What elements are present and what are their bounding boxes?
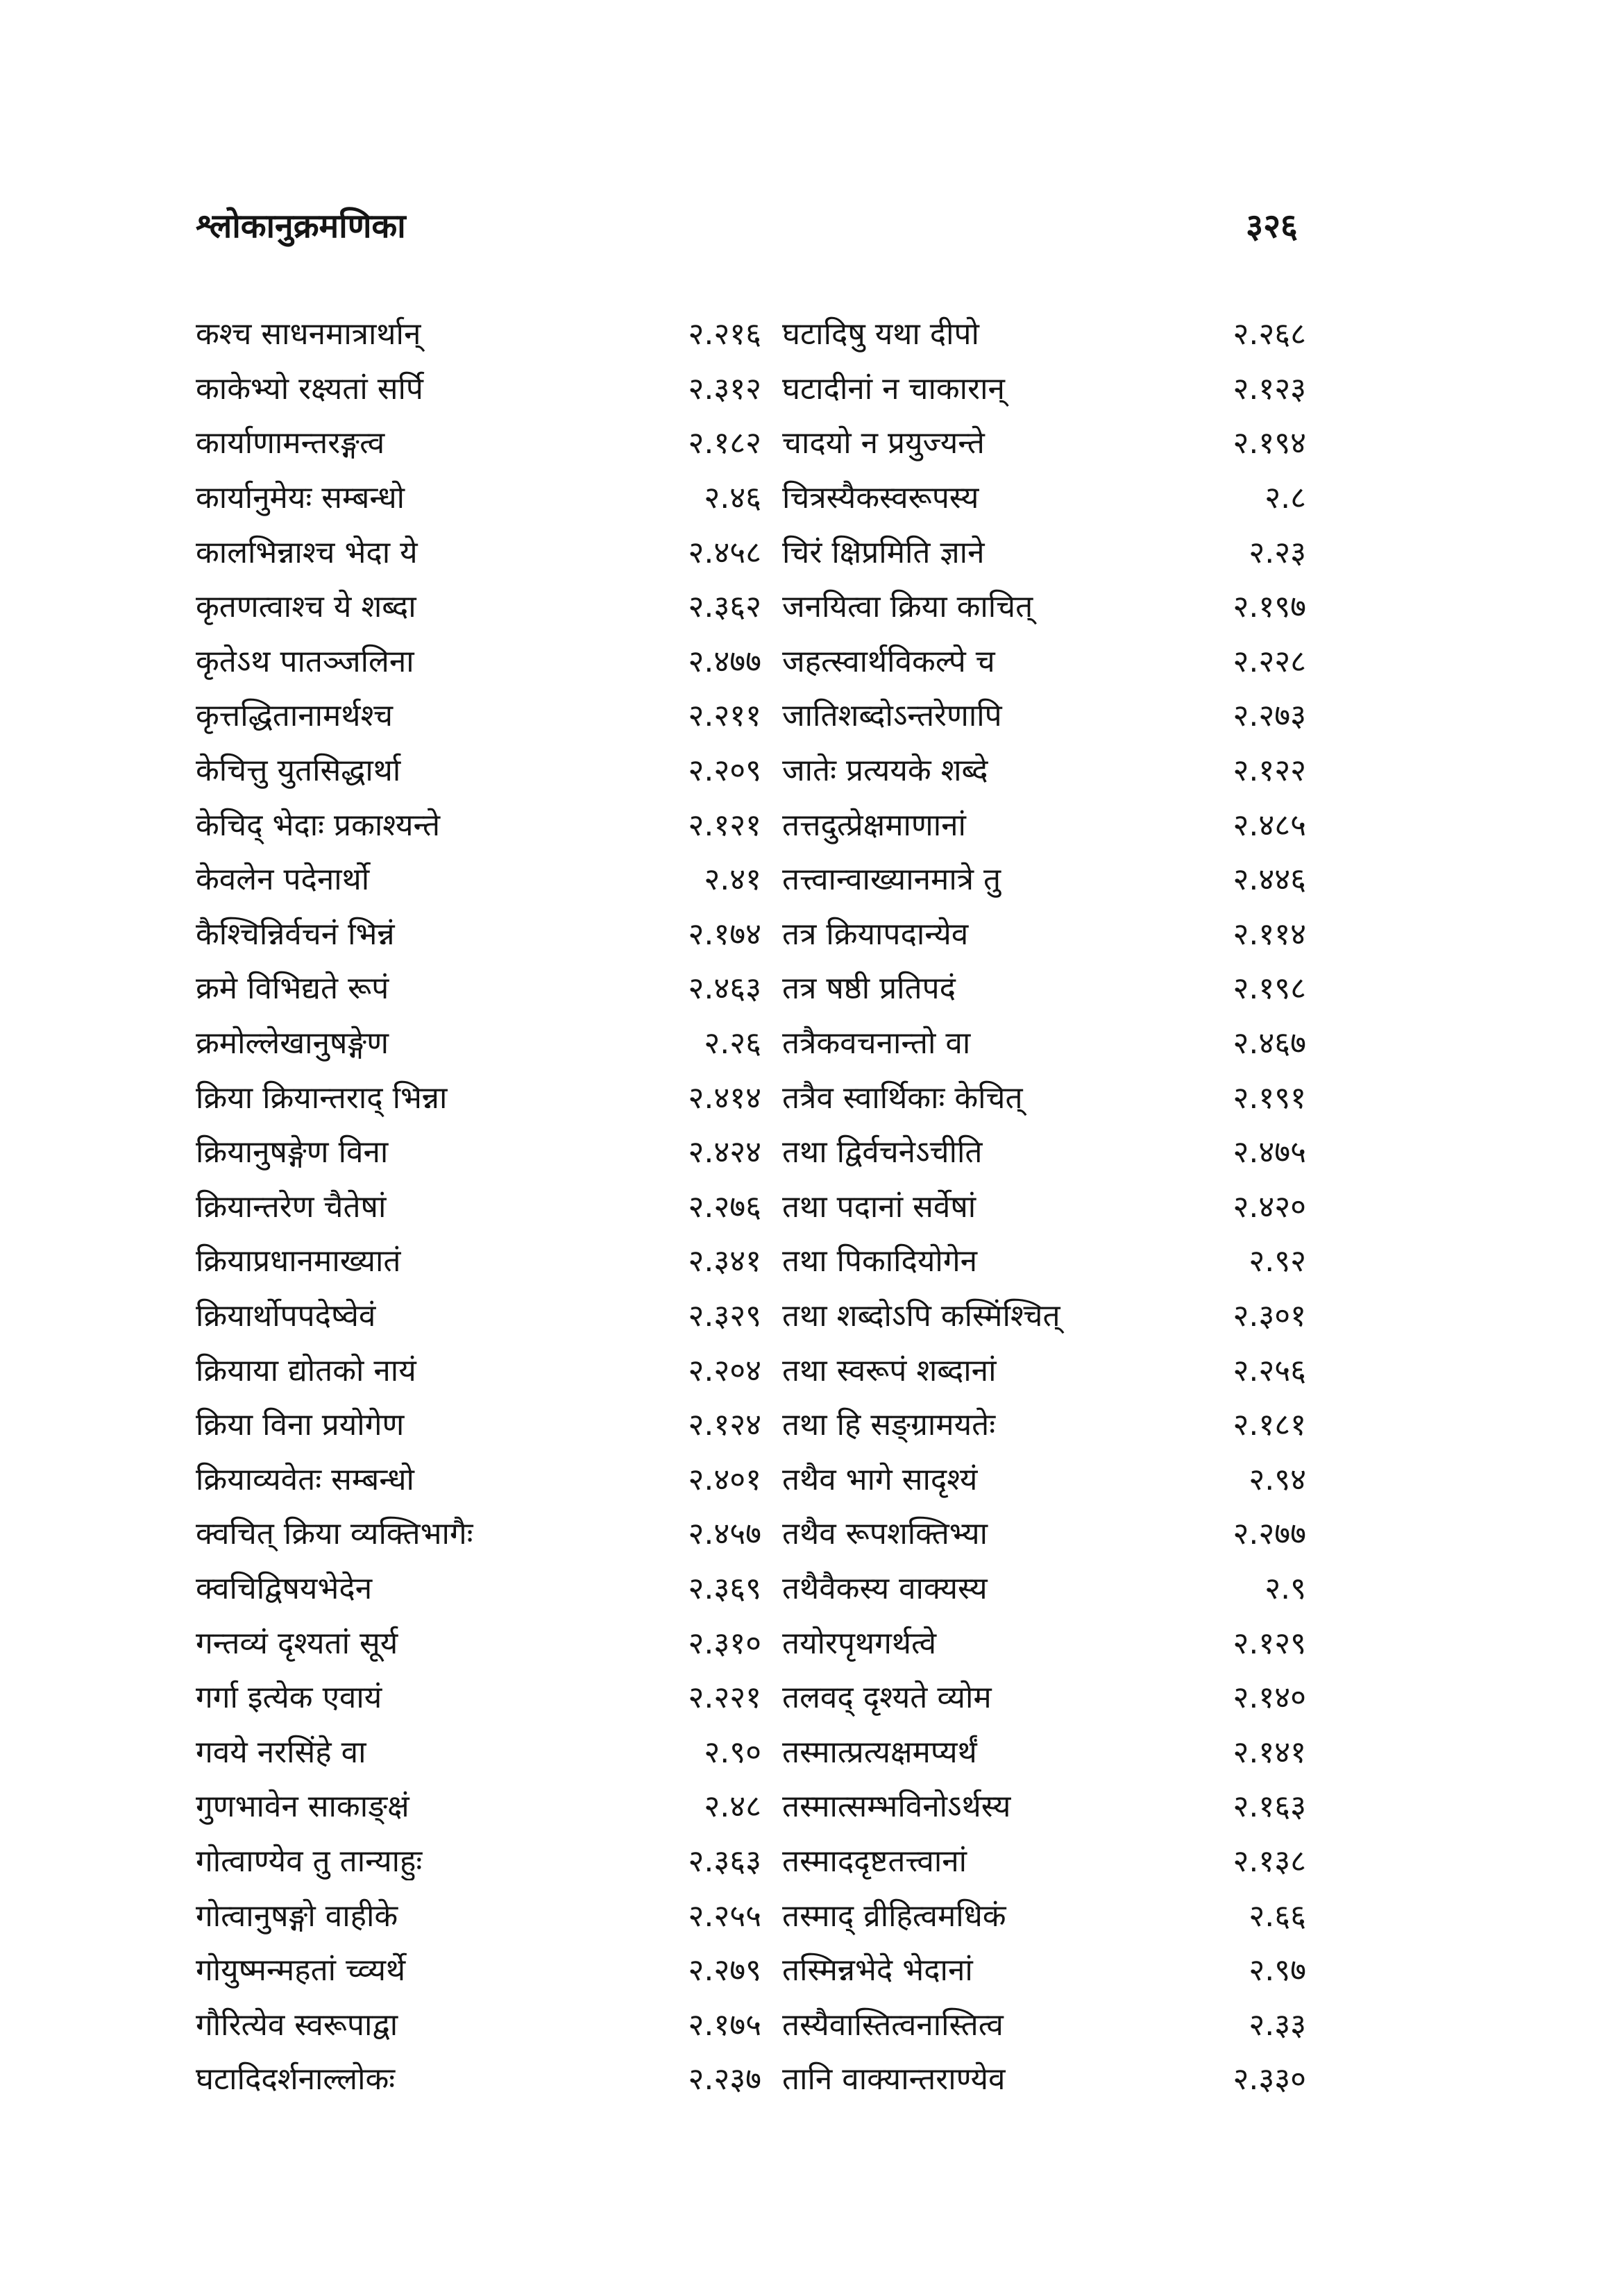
verse-first-line: क्रियानुषङ्गेण विना bbox=[196, 1134, 389, 1171]
index-row bbox=[196, 1450, 1306, 1505]
verse-reference: २.१४१ bbox=[1233, 1734, 1306, 1770]
verse-first-line: तत्र क्रियापदान्येव bbox=[782, 916, 969, 952]
verse-first-line: गोयुष्मन्महतां च्व्यर्थे bbox=[196, 1953, 406, 1989]
verse-first-line: कार्यानुमेयः सम्बन्धो bbox=[196, 480, 405, 516]
verse-reference: २.३६३ bbox=[688, 1843, 761, 1879]
verse-reference: २.३०१ bbox=[1233, 1298, 1306, 1334]
verse-first-line: गौरित्येव स्वरूपाद्वा bbox=[196, 2007, 398, 2043]
index-row bbox=[196, 1014, 1306, 1069]
verse-first-line: क्रिया विना प्रयोगेण bbox=[196, 1407, 405, 1443]
verse-first-line: तस्माददृष्टतत्त्वानां bbox=[782, 1843, 967, 1879]
verse-first-line: तस्माद् व्रीहित्वमधिकं bbox=[782, 1898, 1006, 1934]
index-row bbox=[196, 687, 1306, 742]
verse-reference: २.२३७ bbox=[688, 2061, 761, 2098]
verse-reference: २.३३ bbox=[1249, 2007, 1306, 2043]
verse-first-line: तत्र षष्ठी प्रतिपदं bbox=[782, 971, 956, 1007]
verse-first-line: क्रमे विभिद्यते रूपं bbox=[196, 971, 389, 1007]
verse-first-line: जहत्स्वार्थविकल्पे च bbox=[782, 643, 995, 679]
verse-first-line: क्रियाया द्योतको नायं bbox=[196, 1352, 416, 1388]
verse-reference: २.२५५ bbox=[688, 1898, 761, 1934]
verse-reference: २.१७५ bbox=[688, 2007, 761, 2043]
index-row bbox=[196, 1505, 1306, 1560]
verse-reference: २.२६८ bbox=[1233, 316, 1306, 352]
verse-reference: २.११४ bbox=[1233, 916, 1306, 952]
verse-reference: २.१९१ bbox=[1233, 1080, 1306, 1116]
index-row bbox=[196, 414, 1306, 469]
verse-first-line: तथैवैकस्य वाक्यस्य bbox=[782, 1570, 988, 1606]
verse-first-line: घटादिदर्शनाल्लोकः bbox=[196, 2061, 396, 2098]
verse-reference: २.३३० bbox=[1233, 2061, 1306, 2098]
verse-first-line: केचिद् भेदाः प्रकाश्यन्ते bbox=[196, 807, 441, 843]
index-row bbox=[196, 1723, 1306, 1778]
verse-first-line: काकेभ्यो रक्ष्यतां सर्पि bbox=[196, 371, 423, 407]
verse-first-line: तथैव भागे सादृश्यं bbox=[782, 1461, 978, 1497]
verse-first-line: तथैव रूपशक्तिभ्या bbox=[782, 1516, 988, 1552]
verse-reference: २.३१० bbox=[688, 1625, 761, 1661]
verse-reference: २.३४१ bbox=[688, 1243, 761, 1279]
verse-first-line: कालभिन्नाश्च भेदा ये bbox=[196, 534, 418, 570]
verse-reference: २.४४६ bbox=[1233, 862, 1306, 898]
verse-first-line: घटादीनां न चाकारान् bbox=[782, 371, 1005, 407]
verse-first-line: गोत्वाण्येव तु तान्याहुः bbox=[196, 1843, 423, 1879]
verse-first-line: तलवद् दृश्यते व्योम bbox=[782, 1680, 992, 1716]
index-row bbox=[196, 360, 1306, 415]
verse-first-line: क्रियाप्रधानमाख्यातं bbox=[196, 1243, 401, 1279]
index-row bbox=[196, 1123, 1306, 1178]
index-row bbox=[196, 851, 1306, 905]
verse-first-line: तत्रैकवचनान्तो वा bbox=[782, 1026, 971, 1062]
verse-reference: २.८ bbox=[1264, 480, 1306, 516]
verse-reference: २.१४० bbox=[1233, 1680, 1306, 1716]
verse-reference: २.४८ bbox=[704, 1789, 761, 1825]
verse-first-line: केचित्तु युतसिद्धार्था bbox=[196, 753, 401, 789]
verse-reference: २.१३८ bbox=[1233, 1843, 1306, 1879]
verse-reference: २.१७४ bbox=[688, 916, 761, 952]
verse-first-line: गुणभावेन साकाङ्क्षं bbox=[196, 1789, 409, 1825]
verse-reference: २.२२८ bbox=[1233, 643, 1306, 679]
verse-reference: २.४५८ bbox=[688, 534, 761, 570]
verse-reference: २.९२ bbox=[1249, 1243, 1306, 1279]
verse-first-line: कृतेऽथ पातञ्जलिना bbox=[196, 643, 414, 679]
verse-reference: २.६६ bbox=[1249, 1898, 1306, 1934]
verse-first-line: तथा हि सङ्ग्रामयतेः bbox=[782, 1407, 996, 1443]
verse-reference: २.४७७ bbox=[688, 643, 761, 679]
index-row bbox=[196, 1669, 1306, 1724]
index-row bbox=[196, 1287, 1306, 1342]
verse-reference: २.२०९ bbox=[688, 753, 761, 789]
verse-reference: २.१२२ bbox=[1233, 753, 1306, 789]
verse-reference: २.९४ bbox=[1249, 1461, 1306, 1497]
index-row bbox=[196, 1832, 1306, 1887]
verse-reference: २.२७६ bbox=[688, 1189, 761, 1225]
verse-first-line: क्रिया क्रियान्तराद् भिन्ना bbox=[196, 1080, 448, 1116]
index-row bbox=[196, 1996, 1306, 2050]
index-row bbox=[196, 578, 1306, 633]
verse-reference: २.१९७ bbox=[1233, 589, 1306, 625]
verse-first-line: जातेः प्रत्ययके शब्दे bbox=[782, 753, 988, 789]
verse-first-line: चिरं क्षिप्रमिति ज्ञाने bbox=[782, 534, 985, 570]
verse-reference: २.९७ bbox=[1249, 1953, 1306, 1989]
verse-first-line: तथा शब्दोऽपि कस्मिंश्चित् bbox=[782, 1298, 1060, 1334]
index-row bbox=[196, 1341, 1306, 1396]
verse-first-line: तस्मात्सम्भविनोऽर्थस्य bbox=[782, 1789, 1011, 1825]
verse-first-line: गन्तव्यं दृश्यतां सूर्य bbox=[196, 1625, 398, 1661]
verse-reference: २.४६७ bbox=[1233, 1026, 1306, 1062]
verse-reference: २.१८१ bbox=[1233, 1407, 1306, 1443]
verse-reference: २.३२९ bbox=[688, 1298, 761, 1334]
index-row bbox=[196, 1941, 1306, 1996]
verse-first-line: तानि वाक्यान्तराण्येव bbox=[782, 2061, 1006, 2098]
verse-reference: २.२१६ bbox=[688, 316, 761, 352]
index-row bbox=[196, 633, 1306, 688]
verse-reference: २.३६९ bbox=[688, 1570, 761, 1606]
verse-first-line: तस्मात्प्रत्यक्षमप्यर्थं bbox=[782, 1734, 977, 1770]
verse-reference: २.१२१ bbox=[688, 807, 761, 843]
verse-reference: २.४७५ bbox=[1233, 1134, 1306, 1171]
page-number: ३२६ bbox=[1246, 207, 1298, 246]
verse-first-line: जातिशब्दोऽन्तरेणापि bbox=[782, 698, 1002, 734]
verse-first-line: क्रमोल्लेखानुषङ्गेण bbox=[196, 1026, 389, 1062]
verse-reference: २.२३ bbox=[1249, 534, 1306, 570]
verse-first-line: तथा द्विर्वचनेऽचीति bbox=[782, 1134, 983, 1171]
verse-first-line: केवलेन पदेनार्थो bbox=[196, 862, 370, 898]
verse-reference: २.१२९ bbox=[1233, 1625, 1306, 1661]
verse-reference: २.४६३ bbox=[688, 971, 761, 1007]
index-row bbox=[196, 1232, 1306, 1287]
verse-reference: २.१२३ bbox=[1233, 371, 1306, 407]
verse-reference: २.१९८ bbox=[1233, 971, 1306, 1007]
verse-first-line: चित्रस्यैकस्वरूपस्य bbox=[782, 480, 979, 516]
verse-reference: २.४६ bbox=[704, 480, 761, 516]
verse-first-line: चादयो न प्रयुज्यन्ते bbox=[782, 425, 985, 461]
verse-first-line: जनयित्वा क्रिया काचित् bbox=[782, 589, 1033, 625]
verse-reference: २.२२१ bbox=[688, 1680, 761, 1716]
verse-reference: २.९ bbox=[1264, 1570, 1306, 1606]
verse-reference: २.१९४ bbox=[1233, 425, 1306, 461]
verse-reference: २.२०४ bbox=[688, 1352, 761, 1388]
verse-reference: २.४२४ bbox=[688, 1134, 761, 1171]
verse-reference: २.२७७ bbox=[1233, 1516, 1306, 1552]
verse-first-line: कृतणत्वाश्च ये शब्दा bbox=[196, 589, 416, 625]
index-row bbox=[196, 1614, 1306, 1669]
verse-reference: २.२६ bbox=[704, 1026, 761, 1062]
index-row bbox=[196, 960, 1306, 1014]
verse-first-line: कृत्तद्धितानामर्थश्च bbox=[196, 698, 394, 734]
index-row bbox=[196, 2050, 1306, 2105]
verse-first-line: क्वचिद्विषयभेदेन bbox=[196, 1570, 373, 1606]
verse-first-line: तथा स्वरूपं शब्दानां bbox=[782, 1352, 997, 1388]
index-row bbox=[196, 1178, 1306, 1233]
verse-first-line: तथा पिकादियोगेन bbox=[782, 1243, 978, 1279]
running-head: श्लोकानुक्रमणिका bbox=[196, 207, 406, 246]
verse-reference: २.२७९ bbox=[688, 1953, 761, 1989]
verse-first-line: तथा पदानां सर्वेषां bbox=[782, 1189, 976, 1225]
verse-first-line: क्रियार्थोपपदेष्वेवं bbox=[196, 1298, 376, 1334]
verse-reference: २.३६२ bbox=[688, 589, 761, 625]
verse-first-line: कार्याणामन्तरङ्गत्व bbox=[196, 425, 385, 461]
verse-index-table bbox=[196, 305, 1306, 2105]
verse-first-line: क्वचित् क्रिया व्यक्तिभागैः bbox=[196, 1516, 473, 1552]
verse-reference: २.९० bbox=[704, 1734, 761, 1770]
index-row bbox=[196, 1069, 1306, 1123]
verse-reference: २.१६३ bbox=[1233, 1789, 1306, 1825]
verse-first-line: कैश्चिन्निर्वचनं भिन्नं bbox=[196, 916, 395, 952]
index-row bbox=[196, 1396, 1306, 1451]
index-row bbox=[196, 905, 1306, 960]
index-row bbox=[196, 1560, 1306, 1615]
verse-first-line: गोत्वानुषङ्गो वाहीके bbox=[196, 1898, 398, 1934]
verse-reference: २.४५७ bbox=[688, 1516, 761, 1552]
index-row bbox=[196, 796, 1306, 851]
verse-reference: २.४१४ bbox=[688, 1080, 761, 1116]
verse-first-line: गर्गा इत्येक एवायं bbox=[196, 1680, 382, 1716]
verse-first-line: गवये नरसिंहे वा bbox=[196, 1734, 366, 1770]
verse-first-line: तत्तदुत्प्रेक्षमाणानां bbox=[782, 807, 966, 843]
verse-first-line: क्रियाव्यवेतः सम्बन्धो bbox=[196, 1461, 414, 1497]
verse-reference: २.१२४ bbox=[688, 1407, 761, 1443]
verse-first-line: घटादिषु यथा दीपो bbox=[782, 316, 979, 352]
index-row bbox=[196, 742, 1306, 797]
verse-first-line: तस्मिन्नभेदे भेदानां bbox=[782, 1953, 973, 1989]
verse-reference: २.१८२ bbox=[688, 425, 761, 461]
verse-first-line: तत्रैव स्वार्थिकाः केचित् bbox=[782, 1080, 1023, 1116]
verse-first-line: कश्च साधनमात्रार्थान् bbox=[196, 316, 421, 352]
verse-reference: २.३१२ bbox=[688, 371, 761, 407]
verse-reference: २.४०१ bbox=[688, 1461, 761, 1497]
verse-first-line: तत्त्वान्वाख्यानमात्रे तु bbox=[782, 862, 1001, 898]
index-row bbox=[196, 523, 1306, 578]
verse-reference: २.४२० bbox=[1233, 1189, 1306, 1225]
verse-reference: २.२५६ bbox=[1233, 1352, 1306, 1388]
verse-reference: २.२७३ bbox=[1233, 698, 1306, 734]
index-row bbox=[196, 1887, 1306, 1941]
verse-first-line: क्रियान्तरेण चैतेषां bbox=[196, 1189, 387, 1225]
verse-first-line: तस्यैवास्तित्वनास्तित्व bbox=[782, 2007, 1004, 2043]
index-row bbox=[196, 469, 1306, 524]
verse-reference: २.२११ bbox=[688, 698, 761, 734]
index-row bbox=[196, 305, 1306, 360]
verse-first-line: तयोरपृथगर्थत्वे bbox=[782, 1625, 937, 1661]
verse-reference: २.४८५ bbox=[1233, 807, 1306, 843]
index-row bbox=[196, 1778, 1306, 1832]
verse-reference: २.४१ bbox=[704, 862, 761, 898]
